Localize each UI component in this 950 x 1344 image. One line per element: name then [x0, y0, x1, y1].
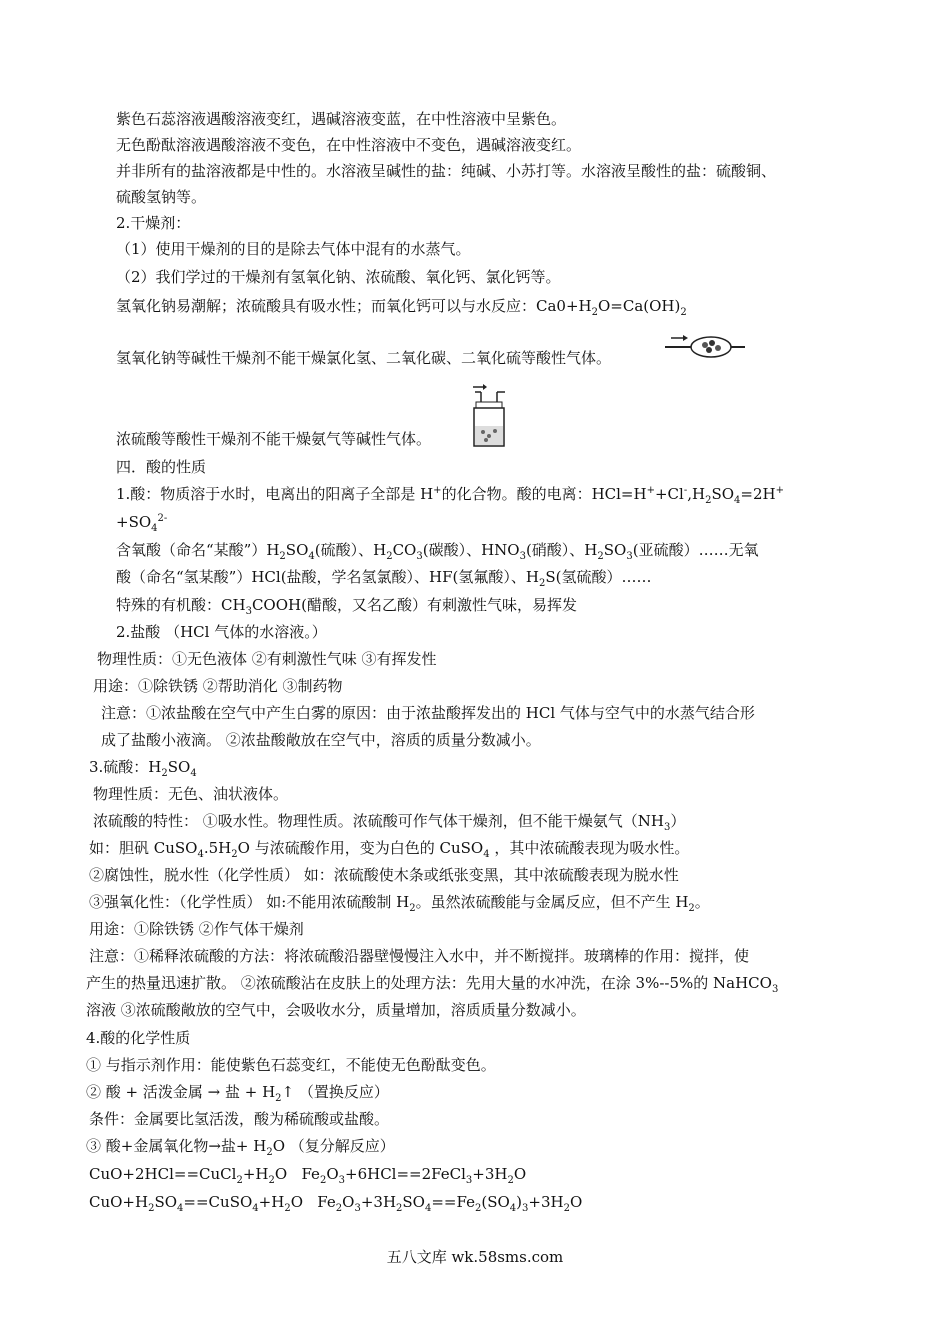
text-line: 特殊的有机酸：$CH_3COOH$(醋酸，又名乙酸）有刺激性气味，易挥发 [116, 596, 577, 617]
text-line: 硫酸氢钠等。 [116, 188, 207, 206]
text-line: 注意：①浓盐酸在空气中产生白雾的原因：由于浓盐酸挥发出的 HCl 气体与空气中的水蒸气结合形 [101, 704, 755, 722]
text-line: ② 酸 + 活泼金属 → 盐 + $H_2↑$ （置换反应） [86, 1083, 389, 1104]
text-line: 物理性质：①无色液体 ②有刺激性气味 ③有挥发性 [97, 650, 437, 668]
text-line: 成了盐酸小液滴。 ②浓盐酸敞放在空气中，溶质的质量分数减小。 [101, 731, 541, 749]
text-line: 并非所有的盐溶液都是中性的。水溶液呈碱性的盐：纯碱、小苏打等。水溶液呈酸性的盐：硫酸铜、 [116, 162, 777, 180]
text-line: 用途：①除铁锈 ②作气体干燥剂 [89, 920, 304, 938]
gas-washing-bottle-diagram [469, 384, 509, 448]
text-line: ③ 酸+金属氧化物→盐+ $H_2O$ （复分解反应） [86, 1137, 395, 1158]
text-line: 氢氧化钠等碱性干燥剂不能干燥氯化氢、二氧化碳、二氧化硫等酸性气体。 [116, 349, 612, 367]
equation-line: $CuO+2HCl==CuCl_2+H_2O$ $Fe_2O_3+6HCl==2FeCl_3+3H_2O$ [89, 1165, 527, 1186]
text-line: 1.酸：物质溶于水时，电离出的阳离子全部是 H+的化合物。酸的电离：$HCl=H^++Cl^-,H_2SO_4=2H^+$ [116, 485, 784, 506]
section-heading: 2.干燥剂： [116, 214, 191, 232]
text-line: ① 与指示剂作用：能使紫色石蕊变红，不能使无色酚酞变色。 [86, 1056, 496, 1074]
text-line: 物理性质：无色、油状液体。 [93, 785, 289, 803]
text-line: 如：胆矾 $CuSO_4.5H_2O$ 与浓硫酸作用，变为白色的 CuSO$_4$ ，其中浓硫酸表现为吸水性。 [89, 839, 690, 860]
section-heading: 3.硫酸：$H_2SO_4$ [89, 758, 197, 779]
text-line: （2）我们学过的干燥剂有氢氧化钠、浓硫酸、氧化钙、氯化钙等。 [116, 268, 561, 286]
text-line: ③强氧化性：（化学性质） 如:不能用浓硫酸制 $H_2$。虽然浓硫酸能与金属反应，但不产生 $H_2$。 [89, 893, 710, 914]
text-line: 无色酚酞溶液遇酸溶液不变色，在中性溶液中不变色，遇碱溶液变红。 [116, 136, 582, 154]
text-line: ②腐蚀性，脱水性（化学性质） 如：浓硫酸使木条或纸张变黑，其中浓硫酸表现为脱水性 [89, 866, 679, 884]
text-line: （1）使用干燥剂的目的是除去气体中混有的水蒸气。 [116, 240, 471, 258]
drying-tube-diagram [663, 334, 747, 360]
equation-line: $CuO+H_2SO_4==CuSO_4+H_2O$ $Fe_2O_3+3H_2SO_4==Fe_2(SO_4)_3+3H_2O$ [89, 1193, 583, 1214]
text-line: 条件：金属要比氢活泼，酸为稀硫酸或盐酸。 [89, 1110, 390, 1128]
text-line: 溶液 ③浓硫酸敞放的空气中，会吸收水分，质量增加，溶质质量分数减小。 [86, 1001, 586, 1019]
text-line: 产生的热量迅速扩散。 ②浓硫酸沾在皮肤上的处理方法：先用大量的水冲洗，在涂 3%--5%的 NaHCO$_3$ [86, 974, 779, 995]
text-line: 酸（命名“氢某酸”）HCl(盐酸，学名氢氯酸）、HF(氢氟酸）、$H_2S$(氢硫酸）…… [116, 568, 652, 589]
text-line: 用途：①除铁锈 ②帮助消化 ③制药物 [93, 677, 343, 695]
text-line: 含氧酸（命名“某酸$”)H_2SO_4$(硫酸）、$H_2CO_3$(碳酸）、$HNO_3$(硝酸）、$H_2SO_3$(亚硫酸）……无氧 [116, 541, 759, 562]
section-heading: 四．酸的性质 [116, 458, 207, 476]
text-line: 紫色石蕊溶液遇酸溶液变红，遇碱溶液变蓝，在中性溶液中呈紫色。 [116, 110, 567, 128]
section-heading: 2.盐酸 （HCl 气体的水溶液。） [116, 623, 327, 641]
section-heading: 4.酸的化学性质 [86, 1029, 191, 1047]
footer-watermark: 五八文库 wk.58sms.com [386, 1248, 564, 1266]
text-line: 浓硫酸的特性： ①吸水性。物理性质。浓硫酸可作气体干燥剂，但不能干燥氨气$(NH_3)$ [93, 812, 686, 833]
text-line: 氢氧化钠易潮解；浓硫酸具有吸水性；而氧化钙可以与水反应：$Ca0+H_2O=Ca(OH)_2$ [116, 297, 687, 318]
text-line: 浓硫酸等酸性干燥剂不能干燥氨气等碱性气体。 [116, 430, 432, 448]
text-line: $+SO_4^{2-}$ [116, 513, 168, 534]
text-line: 注意：①稀释浓硫酸的方法：将浓硫酸沿器壁慢慢注入水中，并不断搅拌。玻璃棒的作用：搅拌，使 [89, 947, 750, 965]
